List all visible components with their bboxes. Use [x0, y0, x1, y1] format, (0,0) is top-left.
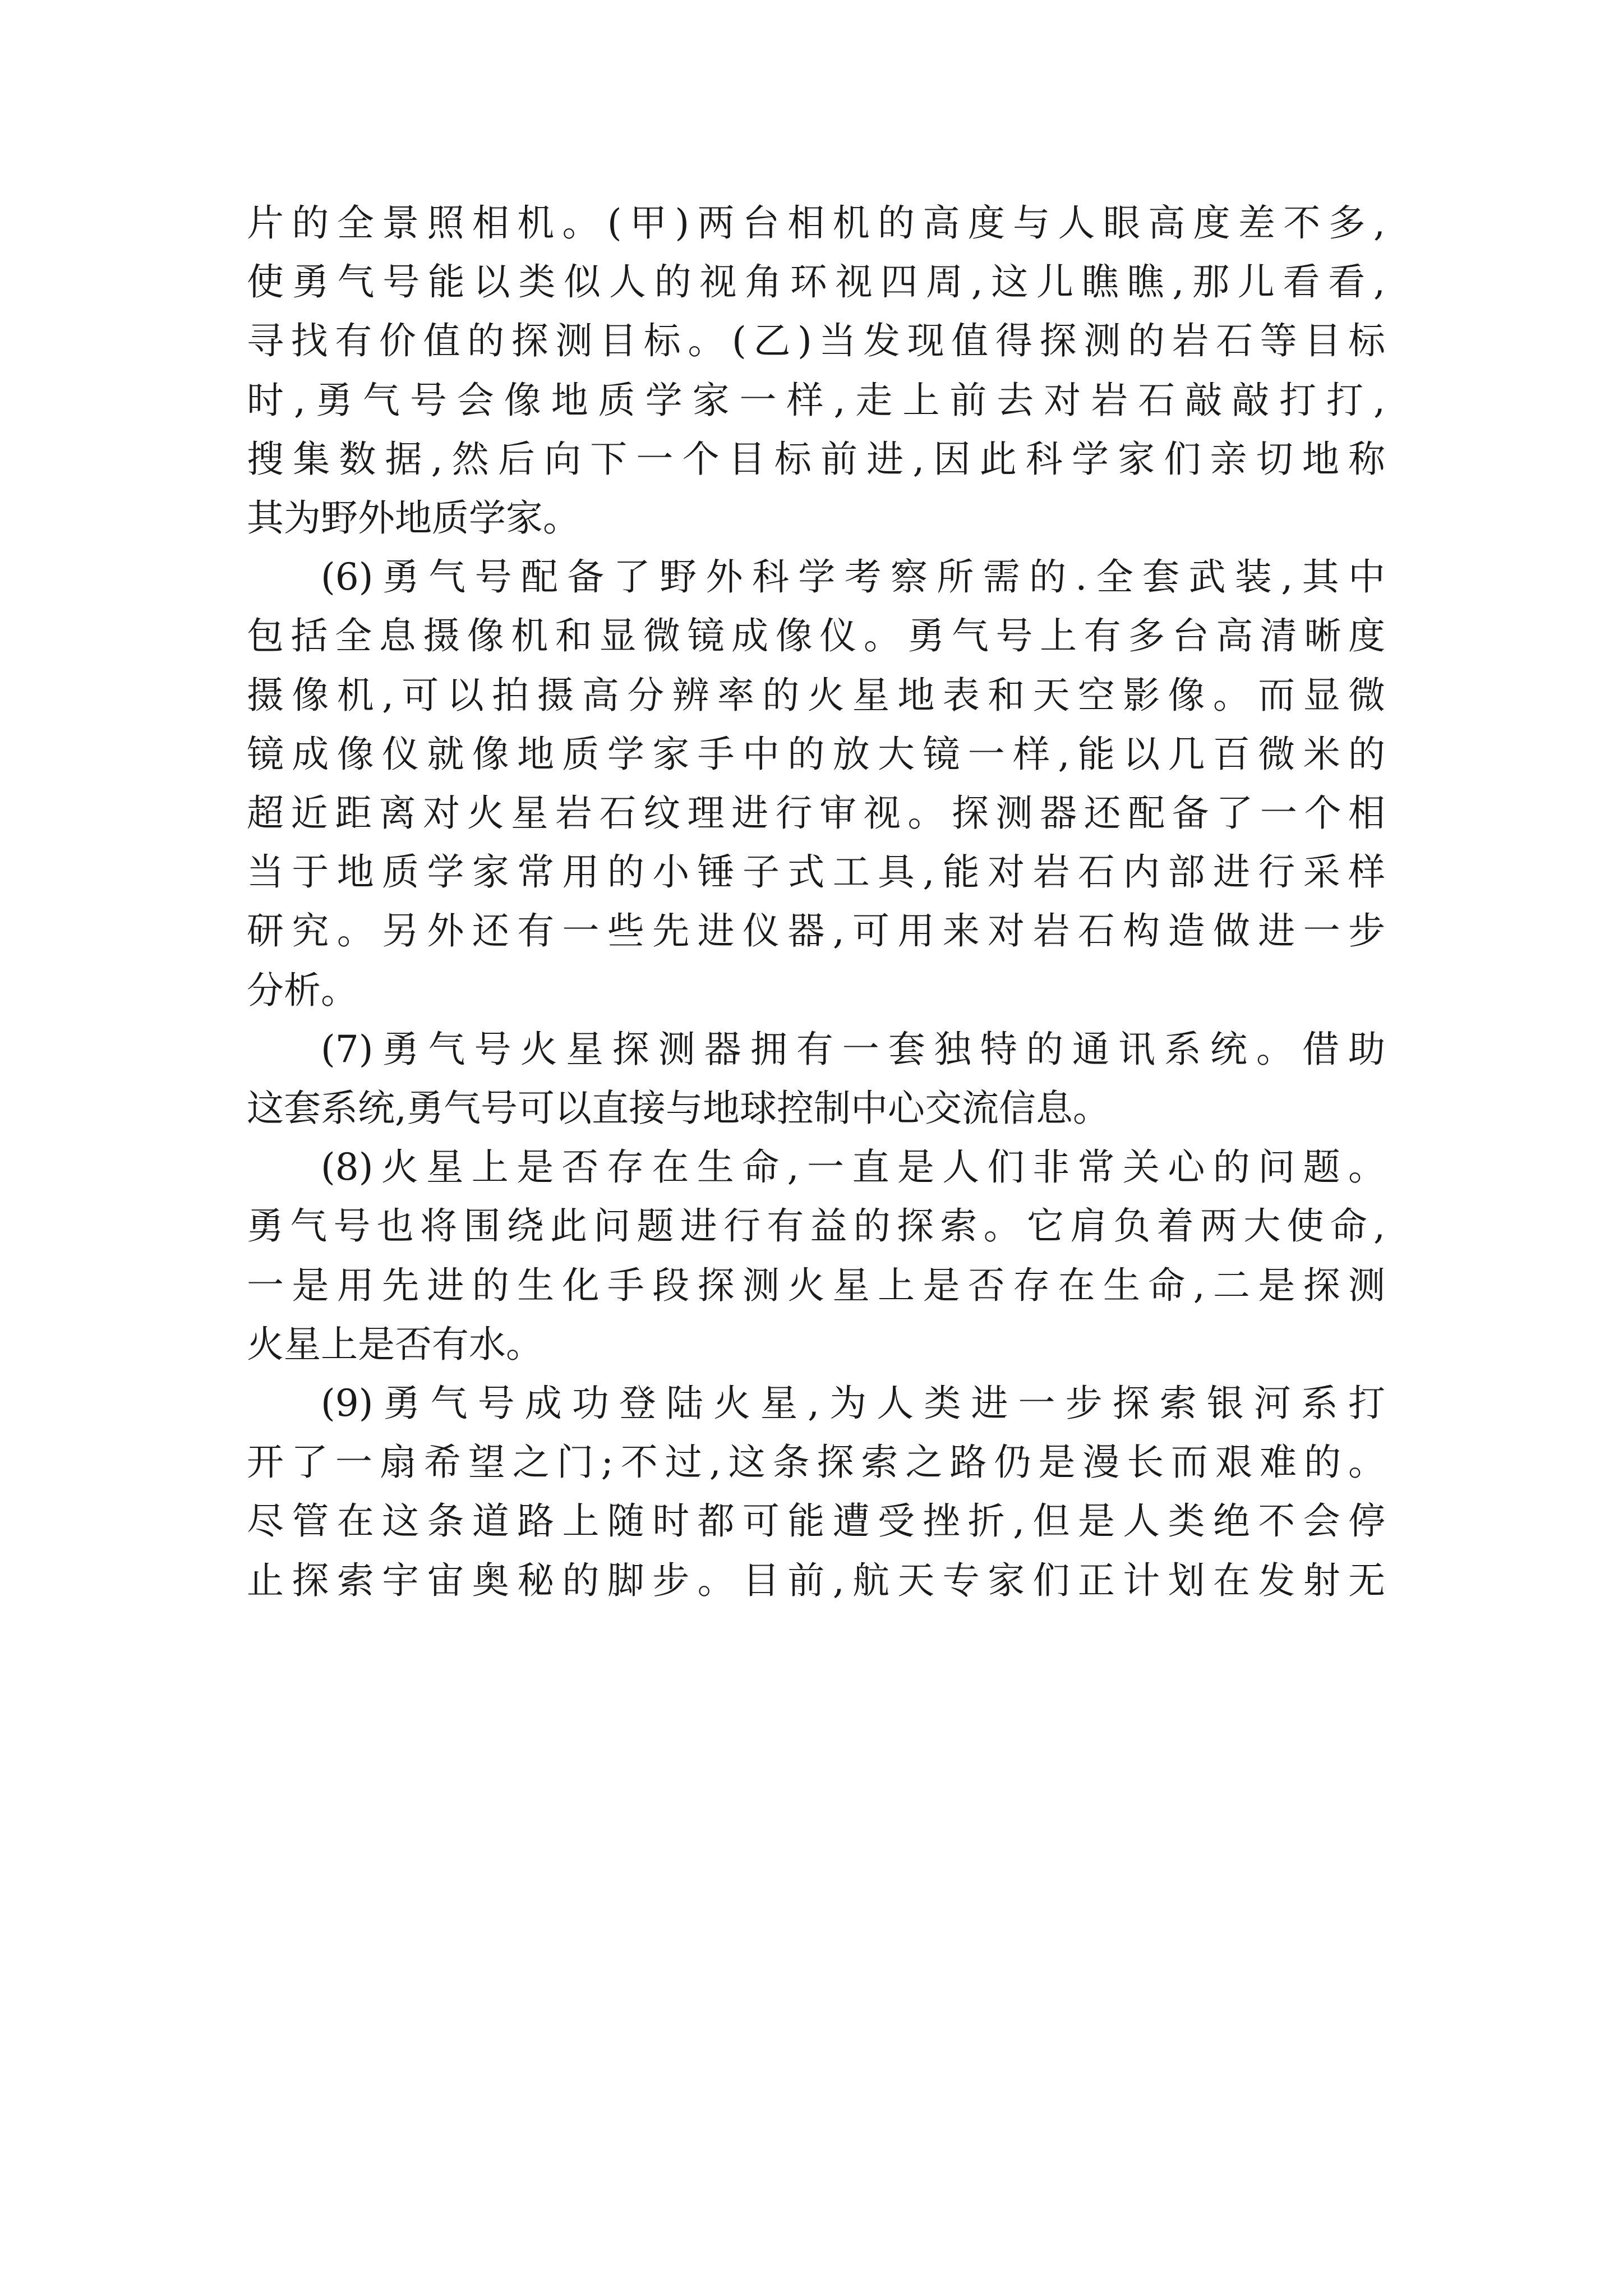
text-line: 其为野外地质学家。 [247, 496, 580, 540]
body-text [247, 194, 1385, 1610]
text-line: 搜集数据,然后向下一个目标前进,因此科学家们亲切地称 [247, 437, 1385, 481]
text-line: (7)勇气号火星探测器拥有一套独特的通讯系统。借助 [321, 1027, 1385, 1071]
text-line: (8)火星上是否存在生命,一直是人们非常关心的问题。 [321, 1145, 1385, 1189]
text-line: 当于地质学家常用的小锤子式工具,能对岩石内部进行采样 [247, 850, 1385, 894]
text-line: 使勇气号能以类似人的视角环视四周,这儿瞧瞧,那儿看看, [247, 260, 1385, 304]
text-line: 止探索宇宙奥秘的脚步。目前,航天专家们正计划在发射无 [247, 1558, 1385, 1602]
text-line: 摄像机,可以拍摄高分辨率的火星地表和天空影像。而显微 [247, 673, 1385, 717]
text-line: (6)勇气号配备了野外科学考察所需的.全套武装,其中 [321, 555, 1385, 599]
text-line: 开了一扇希望之门;不过,这条探索之路仍是漫长而艰难的。 [247, 1441, 1385, 1484]
text-line: 包括全息摄像机和显微镜成像仪。勇气号上有多台高清晰度 [247, 614, 1385, 658]
text-line: 片的全景照相机。(甲)两台相机的高度与人眼高度差不多, [247, 201, 1385, 245]
text-line: 尽管在这条道路上随时都可能遭受挫折,但是人类绝不会停 [247, 1499, 1385, 1543]
text-line: 勇气号也将围绕此问题进行有益的探索。它肩负着两大使命, [247, 1204, 1385, 1248]
text-line: 一是用先进的生化手段探测火星上是否存在生命,二是探测 [247, 1263, 1385, 1307]
text-line: 寻找有价值的探测目标。(乙)当发现值得探测的岩石等目标 [247, 319, 1385, 363]
text-line: (9)勇气号成功登陆火星,为人类进一步探索银河系打 [321, 1382, 1385, 1425]
paragraph-8 [247, 1138, 1385, 1374]
text-line: 时,勇气号会像地质学家一样,走上前去对岩石敲敲打打, [247, 378, 1385, 422]
text-line: 镜成像仪就像地质学家手中的放大镜一样,能以几百微米的 [247, 732, 1385, 776]
paragraph-7 [247, 1020, 1385, 1138]
paragraph-9 [247, 1374, 1385, 1610]
paragraph-continued [247, 194, 1385, 547]
text-line: 超近距离对火星岩石纹理进行审视。探测器还配备了一个相 [247, 792, 1385, 835]
text-line: 这套系统,勇气号可以直接与地球控制中心交流信息。 [247, 1087, 1110, 1130]
text-line: 火星上是否有水。 [247, 1322, 543, 1366]
text-line: 分析。 [247, 968, 358, 1012]
text-line: 研究。另外还有一些先进仪器,可用来对岩石构造做进一步 [247, 909, 1385, 953]
paragraph-6 [247, 547, 1385, 1020]
